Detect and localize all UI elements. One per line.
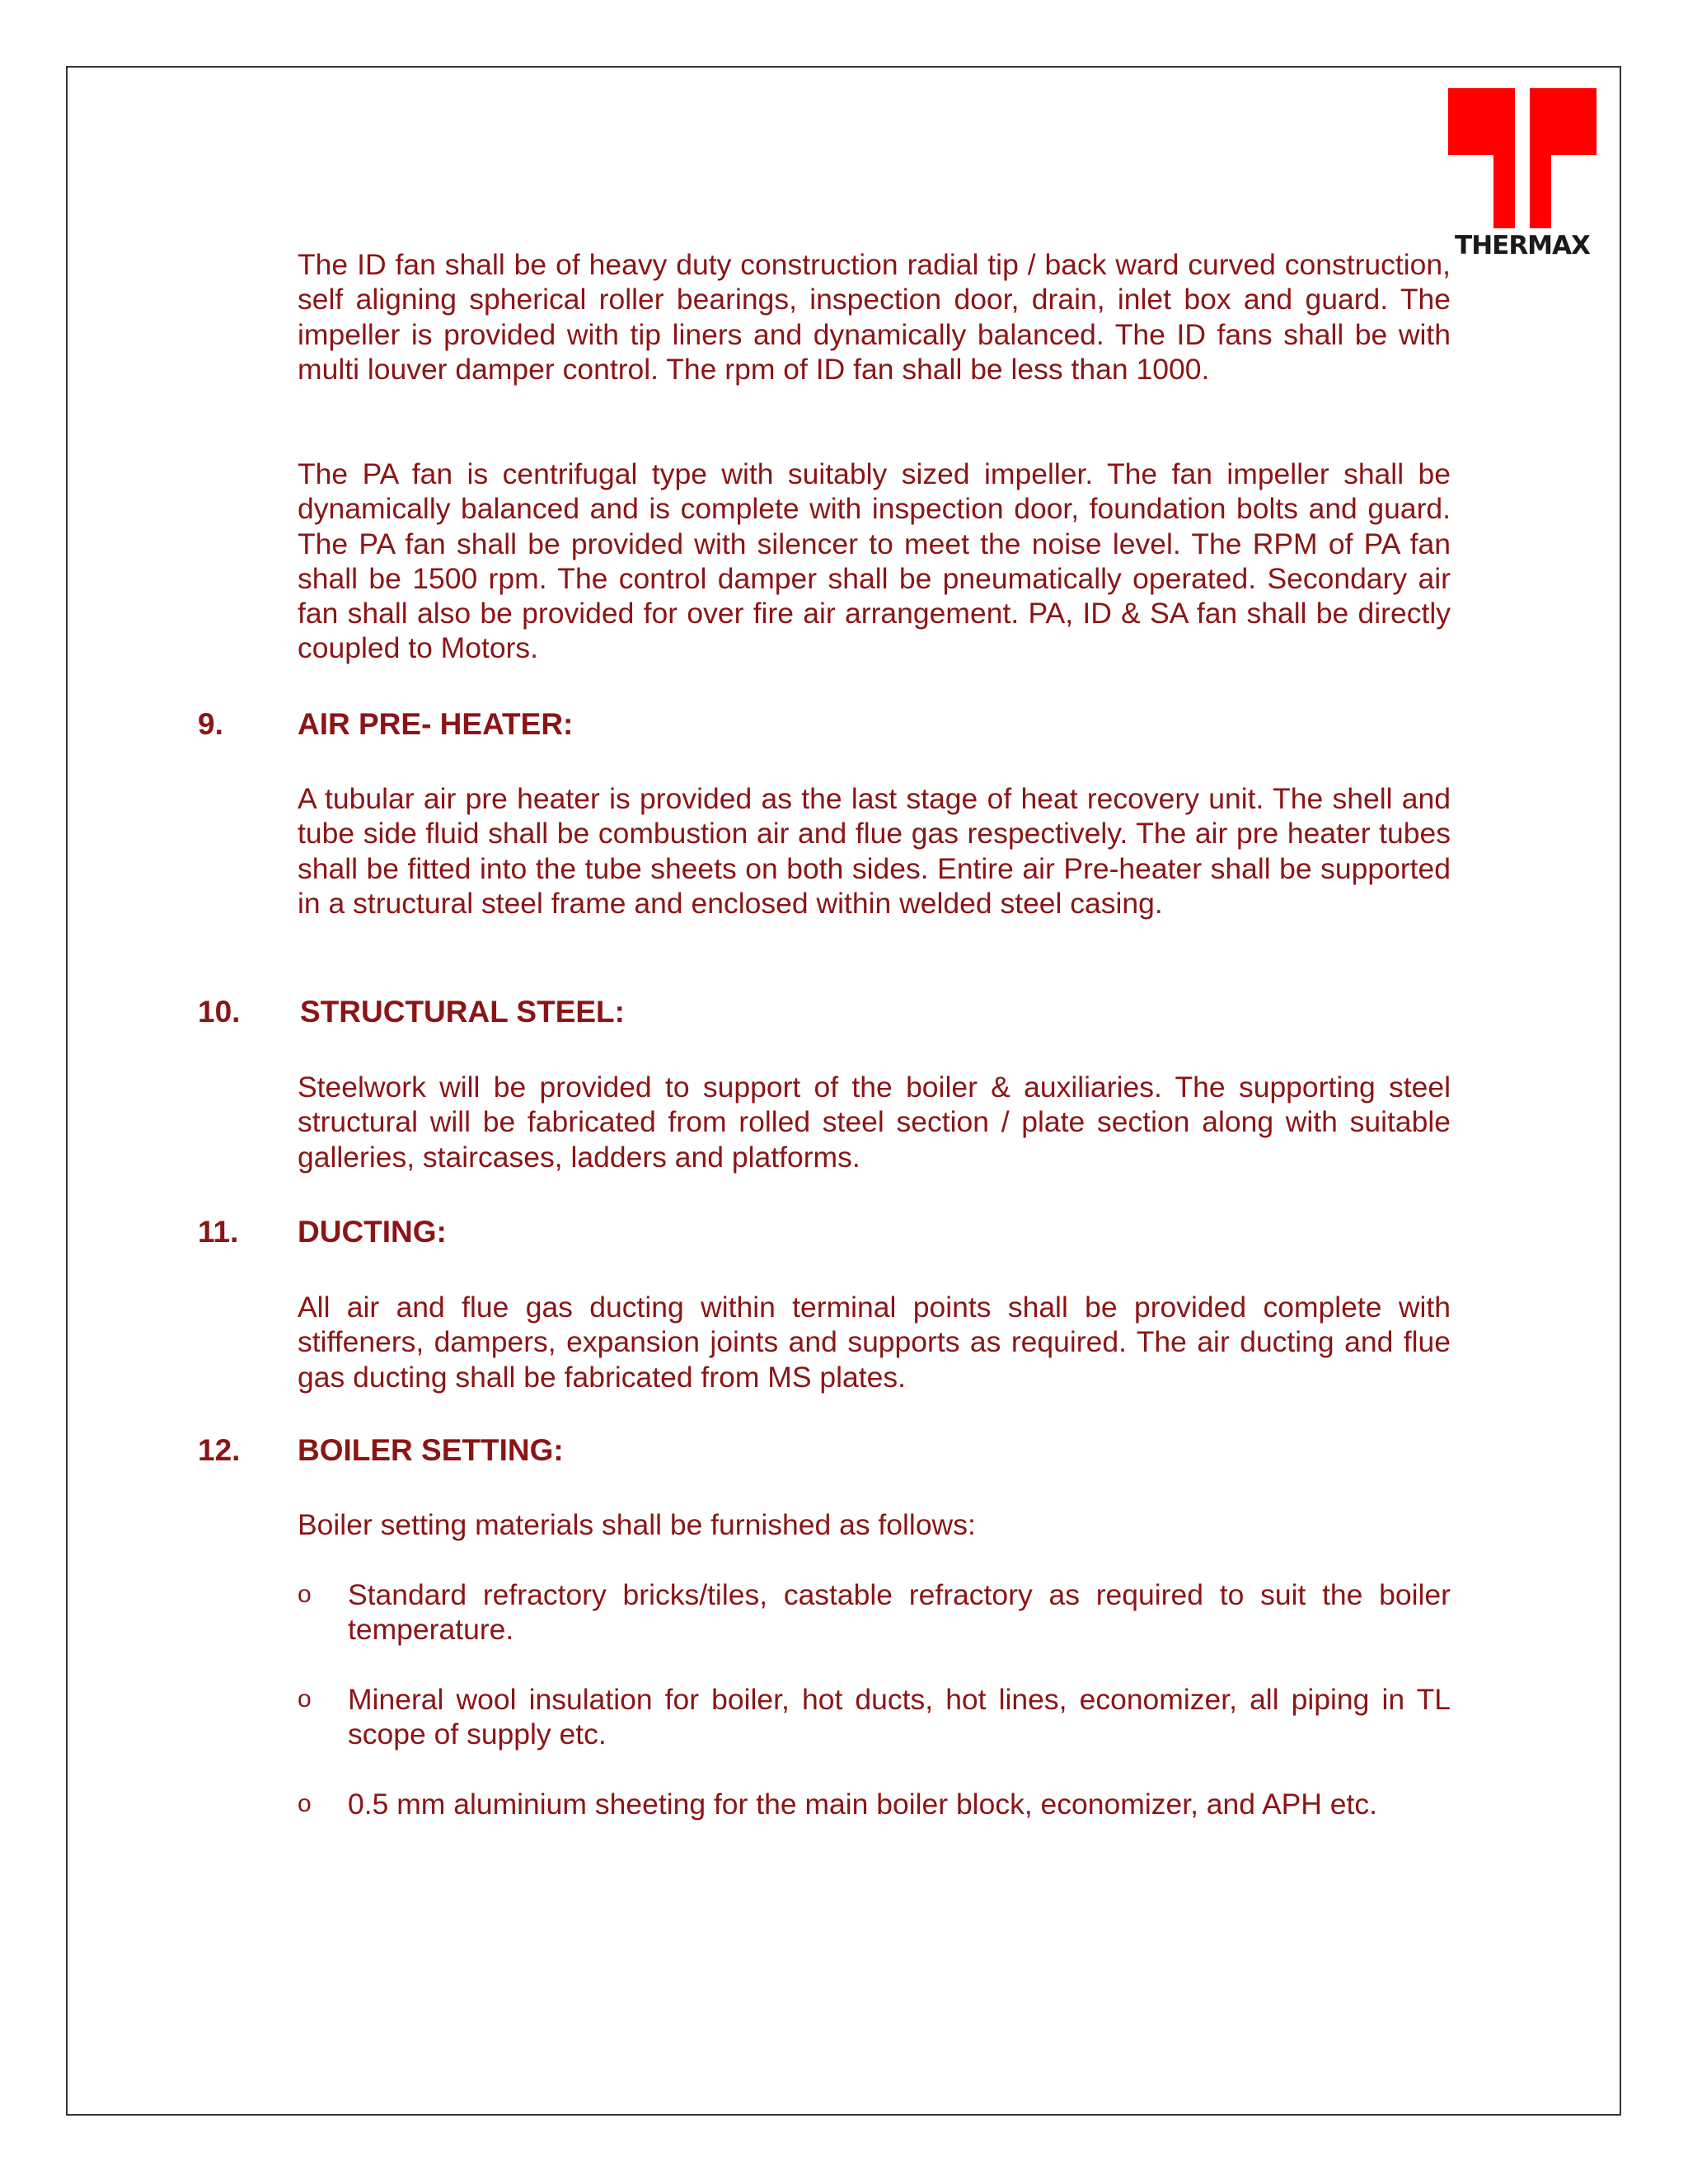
structural-steel-paragraph: Steelwork will be provided to support of the boiler & auxiliaries. The supporting steel structural will be fabricated from rolled steel section / plate section along with suitable galleries, staircases, ladders and platforms. <box>298 1071 1451 1174</box>
bullet-icon: o <box>298 1790 312 1817</box>
thermax-logo <box>1448 88 1597 265</box>
logo-wordmark: THERMAX <box>1455 231 1590 260</box>
ducting-paragraph: All air and flue gas ducting within terminal points shall be provided complete with stiffeners, dampers, expansion joints and supports as required. The air ducting and flue gas ducting shall be fabricated from MS plates. <box>298 1291 1451 1394</box>
bullet-icon: o <box>298 1581 312 1608</box>
id-fan-paragraph: The ID fan shall be of heavy duty construction radial tip / back ward curved construction, self aligning spherical roller bearings, inspection door, drain, inlet box and guard. The impeller is provided with tip liners and dynamically balanced. The ID fans shall be with multi louver damper control. The rpm of ID fan shall be less than 1000. <box>298 248 1451 386</box>
air-pre-heater-paragraph: A tubular air pre heater is provided as the last stage of heat recovery unit. The shell and tube side fluid shall be combustion air and flue gas respectively. The air pre heater tubes shall be fitted into the tube sheets on both sides. Entire air Pre-heater shall be supported in a structural steel frame and enclosed within welded steel casing. <box>298 782 1451 920</box>
section-number: 11. <box>198 1215 239 1249</box>
section-number: 9. <box>198 707 223 741</box>
list-item-text: Standard refractory bricks/tiles, castable refractory as required to suit the boiler temperature. <box>348 1578 1451 1647</box>
pa-fan-paragraph: The PA fan is centrifugal type with suitably sized impeller. The fan impeller shall be dynamically balanced and is complete with inspection door, foundation bolts and guard. The PA fan shall be provided with silencer to meet the noise level. The RPM of PA fan shall be 1500 rpm. The control damper shall be pneumatically operated. Secondary air fan shall also be provided for over fire air arrangement. PA, ID & SA fan shall be directly coupled to Motors. <box>298 457 1451 665</box>
section-number: 10. <box>198 995 241 1029</box>
section-title: STRUCTURAL STEEL: <box>300 995 625 1029</box>
list-item-text: 0.5 mm aluminium sheeting for the main boiler block, economizer, and APH etc. <box>348 1788 1378 1821</box>
bullet-icon: o <box>298 1685 312 1713</box>
section-title: BOILER SETTING: <box>298 1433 564 1467</box>
list-item-text: Mineral wool insulation for boiler, hot ducts, hot lines, economizer, all piping in TL scope of supply etc. <box>348 1683 1451 1751</box>
section-title: AIR PRE- HEATER: <box>298 707 574 741</box>
thermax-logo-mark <box>1448 88 1597 228</box>
section-title: DUCTING: <box>298 1215 447 1249</box>
section-number: 12. <box>198 1433 241 1467</box>
boiler-setting-intro: Boiler setting materials shall be furnished as follows: <box>298 1508 976 1541</box>
